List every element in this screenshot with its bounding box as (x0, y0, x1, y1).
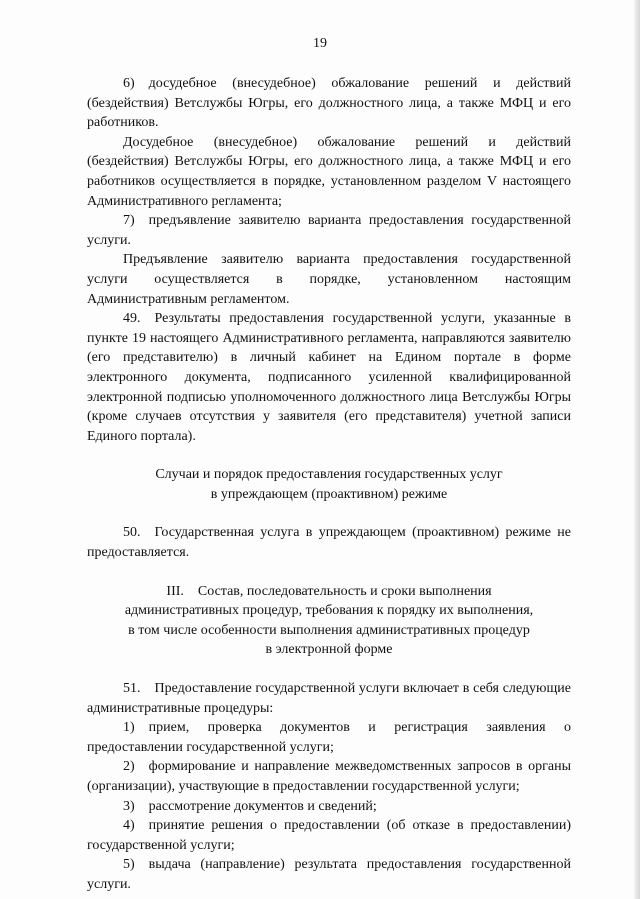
section-heading-iii-line-3: в том числе особенности выполнения административных процедур (128, 622, 530, 638)
paragraph-appeal-procedure: Досудебное (внесудебное) обжалование решений и действий (бездействия) Ветслужбы Югры, его должностного лица, а также МФЦ и его работников осуществляется в порядке, установленном разделом V настоящего Административного регламента; (87, 134, 571, 209)
document-body (87, 74, 571, 895)
list-item-2: 2) формирование и направление межведомственных запросов в органы (организации), участвующие в предоставлении государственной услуги; (87, 759, 571, 794)
paragraph-50: 50. Государственная услуга в упреждающем (проактивном) режиме не предоставляется. (87, 525, 571, 561)
list-item-5: 5) выдача (направление) результата предоставления государственной услуги. (87, 857, 571, 892)
paragraph-item-6: 6) досудебное (внесудебное) обжалование решений и действий (бездействия) Ветслужбы Югры, его должностного лица, а также МФЦ и его работников. (87, 76, 571, 131)
section-heading-iii-line-2: административных процедур, требования к порядку их выполнения, (124, 603, 534, 619)
paragraph-51: 51. Предоставление государственной услуги включает в себя следующие административные процедуры: (87, 681, 571, 716)
list-item-1: 1) прием, проверка документов и регистрация заявления о предоставлении государственной услуги; (87, 720, 571, 755)
page-number: 19 (313, 36, 327, 51)
list-item-4: 4) принятие решения о предоставлении (об отказе в предоставлении) государственной услуги; (87, 818, 571, 853)
section-heading-proactive-line-1: Случаи и порядок предоставления государственных услуг (155, 467, 503, 483)
list-item-3: 3) рассмотрение документов и сведений; (123, 798, 377, 814)
paragraph-item-7: 7) предъявление заявителю варианта предоставления государственной услуги. (87, 213, 571, 248)
paragraph-variant-presentation: Предъявление заявителю варианта предоставления государственной услуги осуществляется в порядке, установленном настоящим Административным регламентом. (87, 252, 571, 307)
section-heading-proactive-line-2: в упреждающем (проактивном) режиме (210, 486, 448, 502)
section-heading-iii-line-4: в электронной форме (265, 642, 393, 658)
paragraph-49: 49. Результаты предоставления государственной услуги, указанные в пункте 19 настоящего Административного регламента, направляются заявителю (его представителю) в личный кабинет на Едином портале в форме электронного документа, подписанного усиленной квалифицированной электронной подписью уполномоченного должностного лица Ветслужбы Югры (кроме случаев отсутствия у заявителя (его представителя) учетной записи Единого портала). (87, 311, 571, 444)
page-edge-shadow (634, 0, 640, 899)
section-heading-iii-line-1: III. Состав, последовательность и сроки выполнения (166, 583, 492, 599)
